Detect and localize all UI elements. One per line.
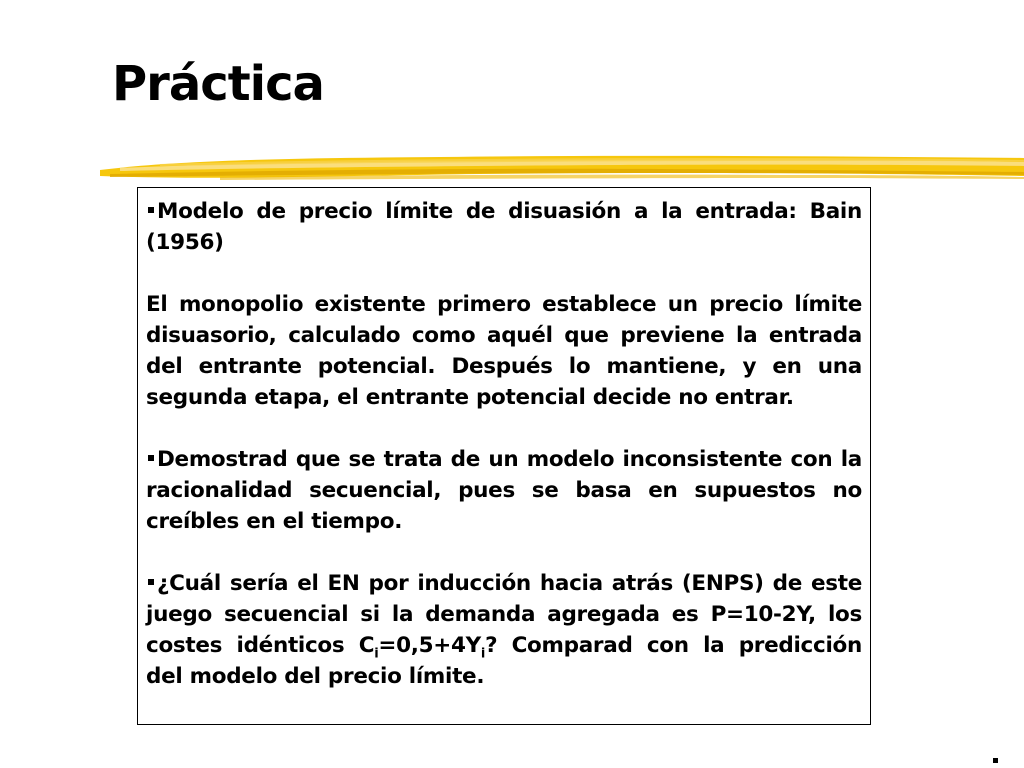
square-bullet-icon — [148, 207, 154, 213]
square-bullet-icon — [148, 579, 154, 585]
content-box — [137, 187, 871, 725]
yellow-brush-stroke-divider — [100, 146, 1024, 190]
bullet-demostrad — [146, 444, 862, 537]
enps-subscript-2: i — [480, 646, 486, 662]
enps-text-part2: =0,5+4Y — [378, 633, 481, 658]
corner-dot — [993, 758, 998, 763]
bullet-model-bain — [146, 196, 862, 258]
monopoly-description: El monopolio existente primero establece un precio límite disuasorio, calculado como aquél que previene la entrada del entrante potencial. Después lo mantiene, y en una segunda etapa, el entrante potencial decide no entrar. — [146, 292, 862, 410]
square-bullet-icon — [148, 455, 154, 461]
demostrad-text: Demostrad que se trata de un modelo inconsistente con la racionalidad secuencial, pues se basa en supuestos no creíbles en el tiempo. — [146, 447, 862, 534]
slide-title: Práctica — [112, 56, 324, 112]
enps-text-part3: ? Comparad con la predicción del modelo del precio límite. — [146, 633, 862, 689]
model-bain-text: Modelo de precio límite de disuasión a la entrada: Bain (1956) — [146, 199, 862, 255]
bullet-enps-question — [146, 568, 862, 692]
enps-subscript-1: i — [374, 646, 379, 662]
enps-text-part1: ¿Cuál sería el EN por inducción hacia atrás (ENPS) de este juego secuencial si la demanda agregada es P=10-2Y, los costes idénticos C — [146, 571, 862, 658]
